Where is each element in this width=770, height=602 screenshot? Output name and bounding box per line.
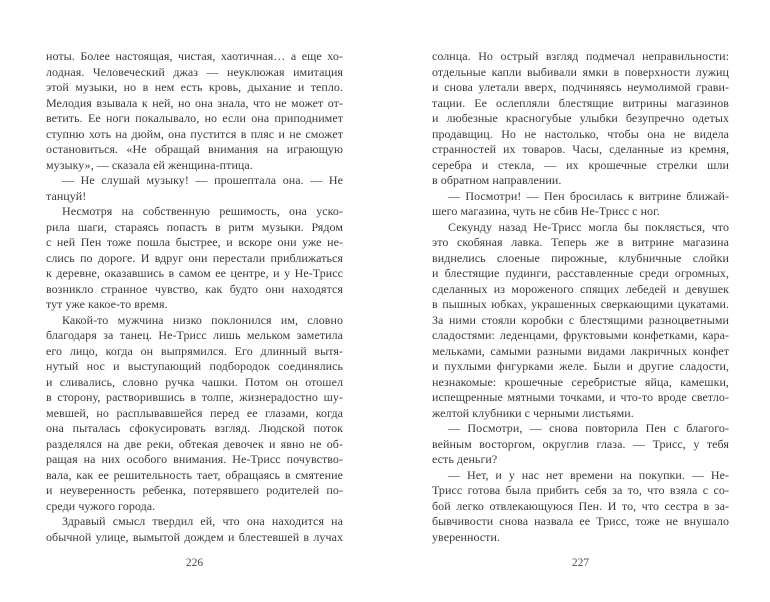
text-line: испещренные мятными точками, и что-то вроде светло- [432,390,729,404]
text-line: лодная. Человеческий джаз — неуклюжая имитация [46,64,343,79]
text-line: — Посмотри, — снова повторила Пен с благого- [448,421,729,435]
text-line: и пухлыми фигурками желе. Были и другие сладости, [432,359,729,373]
text-line: бой легко отвлекающуюся Пен. И то, что сестра в за- [432,498,729,513]
text-line: и любезные красногубые улыбки безупречно одетых [432,111,729,125]
text-line: За ними стояли коробки с блестящими разноцветными [432,312,729,327]
text-line: она пыталась сфокусировать взгляд. Людской поток [46,421,343,435]
text-line: в пышных юбках, украшенных сверкающими цукатами. [432,297,729,311]
text-line: есть деньги? [432,452,498,466]
page-number-left: 226 [185,557,204,569]
text-line: незнакомые: крошечные серебристые яйца, камешки, [432,374,729,389]
text-line: вейным восторгом, округлив глаза. — Трисс, у тебя [432,436,729,451]
page-text-right [432,49,729,545]
text-line: к деревне, оказавшись в самом ее центре, и у Не-Трисс [46,266,343,280]
text-line: сделанных из мороженого спящих лебедей и девушек [432,281,729,296]
page-text-left [46,49,343,545]
text-line: — Нет, и у нас нет времени на покупки. — Не- [448,467,729,482]
text-line: серебра и стекла, — их крошечные стрелки шли [432,157,729,172]
text-line: ветить. Ее ноги покалывало, но если она приподнимет [46,111,343,125]
text-line: нутый нос и выступающий подбородок соединялись [46,359,343,373]
text-line: возникло странное чувство, как будто они находятся [46,281,343,296]
text-line: этой музыки, но в нем есть кровь, дыхание и тепло. [46,80,343,94]
text-line: отдельные капли выбивали ямки в поверхности лужиц [432,64,729,79]
text-line: — Посмотри! — Пен бросилась к витрине ближай- [448,188,729,203]
text-line: мевшей, но расплывавшейся перед ее глазами, когда [46,405,343,420]
text-line: ступню хоть на дюйм, она пустится в пляс и не сможет [46,126,343,141]
text-line: Трисс готова была прибить себя за то, что взяла с со- [432,483,729,497]
text-line: продавщиц. Но не настолько, чтобы она не видела [432,126,729,141]
text-line: и неуверенность ребенка, потерявшего родителей по- [46,483,343,497]
text-line: ноты. Более настоящая, чистая, хаотичная… а еще хо- [46,49,343,63]
page-number-right: 227 [571,557,590,569]
text-line: солнца. Но острый взгляд подмечал неправильности: [432,49,729,63]
text-line: виднелись слоеные пирожные, клубничные слойки [432,250,729,265]
text-line: Здравый смысл твердил ей, что она находится на [62,514,343,528]
text-line: ращая на них особого внимания. Не-Трисс почувство- [46,452,343,466]
text-line: желтой клубники с черными листьями. [432,405,634,420]
text-line: тут уже какое-то время. [46,297,168,311]
text-line: вала, как ее решительность тает, обращаясь в смятение [46,467,343,482]
text-line: остановиться. «Не обращай внимания на играющую [46,142,343,156]
text-line: слись по дороге. И вдруг они перестали приближаться [46,250,343,265]
text-line: обычной улице, вымытой дождем и блестевшей в лучах [46,529,343,544]
text-line: Секунду назад Не-Трисс могла бы поклясться, что [448,219,729,234]
text-line: странностей их товаров. Часы, сделанные из кремня, [432,142,729,156]
text-line: в сторону, растворившись в толпе, жизнерадостно шу- [46,390,343,404]
text-line: мельками, самыми разными видами лакричных конфет [432,343,729,358]
text-line: рила шаги, стараясь попасть в ритм музыки. Рядом [46,219,343,234]
text-line: его лицо, когда он выпрямился. Его длинный вытя- [46,343,343,358]
text-line: в обратном направлении. [432,173,562,187]
text-line: среди чужого города. [46,498,156,513]
text-line: это скобяная лавка. Теперь же в витрине магазина [432,235,729,249]
text-line: сладостями: леденцами, фруктовыми конфетками, кара- [432,328,729,342]
text-line: — Не слушай музыку! — прошептала она. — Не [62,173,343,187]
text-line: Мелодия взывала к ней, но она знала, что не может от- [46,95,343,110]
text-line: разделялся на две реки, обтекая девочек и явно не об- [46,436,343,451]
text-line: танцуй! [46,188,87,203]
text-line: бывчивости снова назвала ее Трисс, тоже не внушало [432,514,729,528]
text-line: благодаря за танец. Не-Трисс лишь мельком заметила [46,328,343,342]
text-line: тации. Ее ослепляли блестящие витрины магазинов [432,95,729,110]
text-line: и снова улетали вверх, подчиняясь неумолимой грави- [432,80,729,94]
text-line: и блестящие пудинги, расставленные среди огромных, [432,266,729,280]
text-line: и сливались, словно ручка чашки. Потом он отошел [46,374,343,389]
text-line: шего магазина, чуть не сбив Не-Трисс с ног. [432,204,660,218]
text-line: с ней Пен тоже пошла быстрее, и вскоре они уже не- [46,235,343,249]
text-line: Какой-то мужчина низко поклонился им, словно [62,312,343,327]
text-line: уверенности. [432,529,500,544]
text-line: Несмотря на собственную решимость, она уско- [62,204,343,218]
text-line: музыку», — сказала ей женщина-птица. [46,157,253,172]
